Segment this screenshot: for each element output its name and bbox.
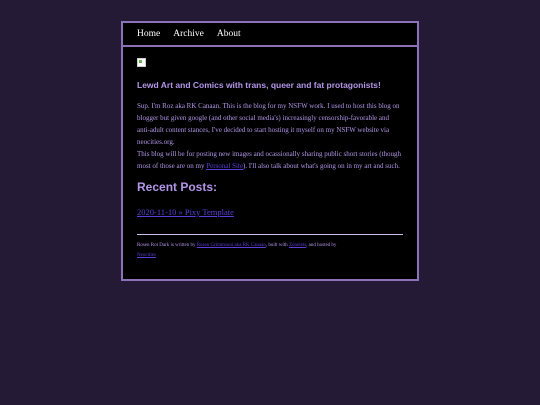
intro-text-2a: This blog will be for posting new images and ocassionally sharing public short stories (though most of those are on my (137, 150, 402, 170)
top-nav (123, 23, 417, 47)
recent-post-link[interactable]: 2020-11-10 » Pixy Template (137, 207, 234, 217)
footer-text-1: Rosen Rot Dark is written by (137, 243, 197, 248)
page-headline: Lewd Art and Comics with trans, queer and fat protagonists! (137, 80, 381, 90)
personal-site-link[interactable]: Personal Site (206, 162, 243, 170)
intro-paragraph (137, 100, 403, 172)
footer-text-2: , built with (265, 243, 289, 248)
intro-text-2b: ). I'll also talk about what's going on in my art and such. (242, 162, 400, 170)
neocities-link[interactable]: Neocities (137, 253, 156, 258)
nav-about[interactable]: About (216, 29, 241, 39)
footer (137, 241, 403, 261)
main-content (123, 47, 417, 261)
nav-archive[interactable]: Archive (173, 29, 204, 39)
broken-image-icon (137, 58, 146, 67)
footer-divider (137, 234, 403, 235)
author-link[interactable]: Rosen Grimmsoni aka RK Canaan (196, 243, 266, 248)
page-frame (121, 21, 419, 281)
recent-posts-heading: Recent Posts: (137, 180, 218, 194)
nav-home[interactable]: Home (137, 29, 161, 39)
footer-text-3: , and hosted by (306, 243, 337, 248)
intro-text-1: Sup. I'm Roz aka RK Canaan. This is the blog for my NSFW work. I used to host this blog on blogger but given google (and other social media's) increasingly censorship-favorable and anti-adult content stances, I've decided to start hosting it myself on my NSFW website via neocities.org. (137, 102, 400, 146)
zonelets-link[interactable]: Zonelets (288, 243, 307, 248)
